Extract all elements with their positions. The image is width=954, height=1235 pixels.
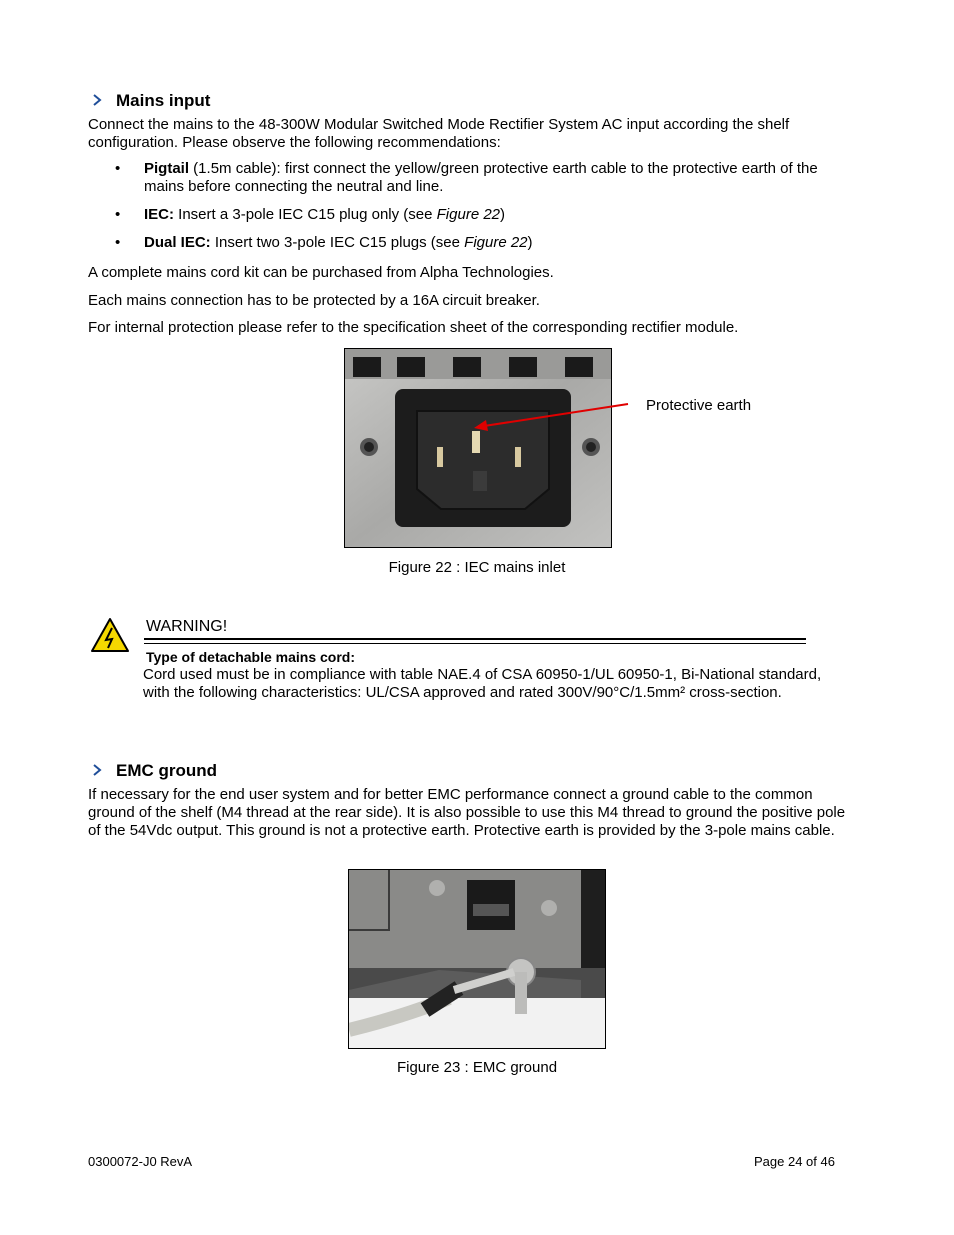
warning-divider xyxy=(144,643,806,644)
section-heading-mains-input: Mains input xyxy=(116,91,211,110)
section-heading-emc-ground: EMC ground xyxy=(116,761,218,780)
protective-earth-callout: Protective earth xyxy=(646,397,752,414)
paragraph: A complete mains cord kit can be purchased from Alpha Technologies. xyxy=(88,264,554,281)
bullet-text: ) xyxy=(527,234,533,251)
chevron-right-icon xyxy=(90,763,104,777)
list-item xyxy=(88,206,858,224)
warning-subtitle: Type of detachable mains cord: xyxy=(146,649,356,665)
emc-ground-photo xyxy=(348,869,606,1049)
figure-reference: Figure 22 xyxy=(436,206,501,223)
emc-paragraph: If necessary for the end user system and for better EMC performance connect a ground cable to the common ground of the shelf (M4 thread at the rear side). It is also possible to use this M4 thread to ground the positive pole of the 54Vdc output. This ground is not a protective earth. Protective earth is provided by the 3-pole mains cable. xyxy=(88,786,846,839)
warning-body: Cord used must be in compliance with table NAE.4 of CSA 60950-1/UL 60950-1, Bi-National standard, with the following characteristics: UL/CSA approved and rated 300V/90°C/1.5mm² cross-section. xyxy=(143,666,822,701)
list-item xyxy=(88,234,858,252)
figure-caption: Figure 23 : EMC ground xyxy=(396,1059,558,1076)
emc-ground-illustration xyxy=(349,870,605,1048)
bullet-text: ) xyxy=(500,206,506,223)
bullet-text: Insert two 3-pole IEC C15 plugs (see xyxy=(210,234,465,251)
iec-inlet-photo xyxy=(344,348,612,548)
bullet-text: (1.5m cable): first connect the yellow/green protective earth cable to the protective earth of the mains before connecting the neutral and line. xyxy=(144,160,818,195)
bullet-term: IEC: xyxy=(144,206,174,223)
bullet-term: Pigtail xyxy=(144,160,190,177)
warning-divider xyxy=(144,638,806,640)
paragraph: Each mains connection has to be protected by a 16A circuit breaker. xyxy=(88,292,540,309)
mains-intro-paragraph: Connect the mains to the 48-300W Modular Switched Mode Rectifier System AC input according the shelf configuration. Please observe the following recommendations: xyxy=(88,116,790,151)
arrow-icon xyxy=(470,398,632,434)
figure-caption: Figure 22 : IEC mains inlet xyxy=(388,559,566,576)
figure-reference: Figure 22 xyxy=(464,234,528,251)
recommendation-list xyxy=(88,160,858,252)
paragraph: For internal protection please refer to the specification sheet of the corresponding rectifier module. xyxy=(88,319,739,336)
chevron-right-icon xyxy=(90,93,104,107)
bullet-text: Insert a 3-pole IEC C15 plug only (see xyxy=(174,206,437,223)
iec-inlet-illustration xyxy=(345,349,611,547)
warning-title: WARNING! xyxy=(146,618,228,635)
bullet-term: Dual IEC: xyxy=(144,234,211,251)
page-number: Page 24 of 46 xyxy=(754,1154,835,1169)
list-item xyxy=(88,160,858,196)
warning-icon xyxy=(90,617,130,653)
document-id: 0300072-J0 RevA xyxy=(88,1154,193,1169)
